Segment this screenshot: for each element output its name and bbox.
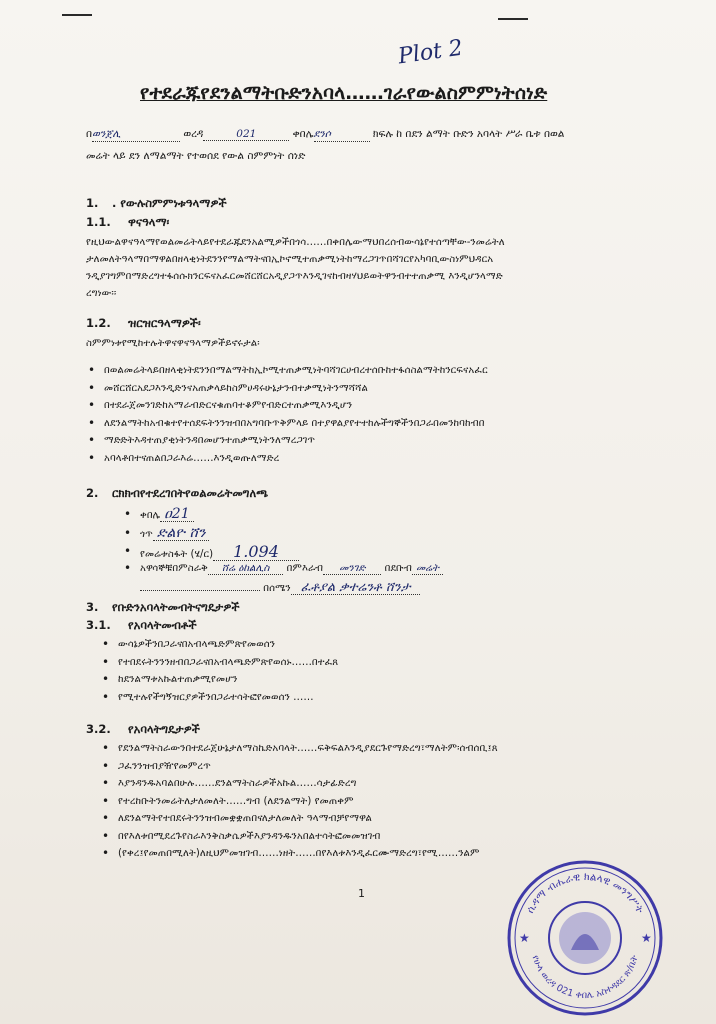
paragraph-line: ንዲያገግምበማድረግተፋሰሱክንርፍናአፈርመሸርሸርአዲያጋጥእንዲገናከብዛሃህይወትዋንብተተጠቃሚ እንዲሆንላማድ: [86, 271, 503, 282]
paragraph-line: የዚህውልዋናዓላማየወልመሬትላይየተደራጁደንአልሚዎችበጎሳ……በቀበሌውማህበረሰብውሳኔየተሰጣቸው-ንመሬትለ: [86, 237, 505, 248]
section-3-2-heading: 3.2. የአባላትግዴታዎች: [86, 722, 200, 736]
paragraph-line: ታለመለትዓላማበማዋልበዘላቂነትደንንየማልማትናበኢኮኖሚተጠቃሚነትከማረጋገጥበሻገርየአካባቢውስነምህዳርአ: [86, 254, 494, 265]
field-value: ድልዮ ሸን: [156, 524, 206, 541]
field-value: ዐ21: [164, 506, 190, 522]
list-item: • በወልመሬትላይበዘላቂነትደንንበማልማትከኢኮሚተጠቃሚነትባሻገርሀብረተሰቡከተፋሰስልማትከንርፍናአፈር: [86, 362, 488, 380]
field-north-boundary: በሰሜን ፈቶያል ቃተሬንቶ ሸንታ: [140, 580, 420, 595]
kebele-label: ቀበሌ: [292, 128, 314, 140]
list-item: • የሚተሉየችግኝዝርያዎችንበጋራተሳትፎየመወሰን ……: [100, 689, 338, 707]
stamp-top-text: ሲዳማ ብሔራዊ ክልላዊ መንግሥት: [524, 870, 646, 916]
list-item: • ከደንልማቱአኩልተጠቃሚየመሆን: [100, 671, 338, 689]
woreda-value: 021: [236, 128, 257, 140]
west-boundary-value: መንገድ: [339, 563, 366, 574]
north-boundary-value: ፈቶያል ቃተሬንቶ ሸንታ: [300, 580, 411, 595]
list-item: • ውሳኔዎችንበጋራናበአብላጫድምጽየመወሰን: [100, 636, 338, 654]
list-item: • ለደንልማትየተበደሩትንንዝብመቋቋጠበናለታለመለት ዓላማብቻየማዋል: [100, 810, 498, 828]
sub-city-value: ወንጀሊ: [92, 128, 121, 140]
section-3-1-heading: 3.1. የአባላትመብቶች: [86, 618, 197, 632]
stamp-star-icon: ★: [641, 931, 652, 945]
list-item-continuation: • መሸርሸርአደጋእንዲድንናአጠቃላይከስምሀዳሩሁኔታንብተቃሚነትንማሻሻል: [86, 380, 488, 398]
intro-line-1-rest: ክፍሉ ከ በደን ልማት ቡድን አባላት ሥራ ቤቱ በወል: [372, 128, 565, 140]
list-item-continuation: • ጋፈንንዝብያዥየመምረጥ: [100, 758, 498, 776]
section-3-1-list: [100, 636, 338, 706]
intro-line-2: መሬት ላይ ደን ለማልማት የተወሰደ የውል ስምምነት ሰነድ: [86, 150, 306, 162]
section-1-1-paragraph: [86, 234, 505, 302]
list-item: • አባላቶበተናጠልበጋራእሬ……እንዲወጡለማድረ: [86, 450, 488, 468]
section-1-2-list: [86, 362, 488, 467]
paragraph-line: ረግነው፡፡: [86, 288, 117, 299]
stamp-bottom-text: የሁላ ወረዳ 021 ቀበሌ አስተዳደር ጽ/ቤት: [529, 953, 641, 1002]
section-2-fields: [122, 506, 299, 564]
official-stamp: [505, 858, 665, 1018]
list-item: • የደንልማትስራውንበተደራጀሁኔታለማስኬድአባላት……ፍቅፍልእንዲያደርጉየማድረግ፣ማለትም፡ሰብሰቢ፤ጸ: [100, 740, 498, 758]
field-boundaries: • አዋሳኞቹበምስራቅ ሸሬ ዕከልሊስ በምእራብ መንገድ በደቡብ መሬት: [122, 560, 443, 578]
list-item-continuation: • (የቀረ፤የመጠበሚለት)ለዚህምመዝገብ……ነዘት……በየእለቱእንዲፈርሙማድረግ፣የሚ……ንልም: [100, 845, 498, 863]
stamp-star-icon: ★: [519, 931, 530, 945]
section-3-2-list: [100, 740, 498, 863]
list-item: • በተደራጀመንገድከአማራብድርናቁጠባተቆምየብድርተጠቃሚእንዲሆን: [86, 397, 488, 415]
south-boundary-value: መሬት: [415, 563, 439, 574]
section-1-heading: 1. . የውሉስምምነቱዓላማዎች: [86, 196, 227, 210]
field-kebele: • ቀበሌ ዐ21: [122, 506, 299, 525]
field-got: • ጎጥ ድልዮ ሸን: [122, 525, 299, 544]
handwritten-plot-note: Plot 2: [396, 35, 465, 70]
kebele-value: ደንሶ: [313, 128, 331, 140]
list-item: • የተበደሩትንንንዘብበጋራናበአብላጫድምጽየወሰኑ……በተፈጸ: [100, 654, 338, 672]
section-1-2-intro: ስምምነቱየሚከተሉትዋናዋናዓላማዎችይኖሩታል፡: [86, 338, 260, 349]
section-3-heading: 3. የቡድንአባላትመብትናግዴታዎች: [86, 600, 240, 614]
intro-prefix: በ: [86, 128, 93, 140]
document-title: የተደራጁየደንልማትቡድንአባላ……ገራየውልስምምነትሰነድ: [140, 82, 548, 104]
list-item-continuation: • ማድድትእዳተጠያቂነትንዳበመሆንተጠቃሚነትንለማረጋገጥ: [86, 432, 488, 450]
list-item: • በየእለቱበሚደረጉየስራእንቅስቃሴዎችእያንዳንዱንአበልተሳትፎመመዝገብ: [100, 828, 498, 846]
section-1-2-heading: 1.2. ዝርዝርዓላማዎች፡: [86, 316, 201, 330]
field-area: • የመሬቱስፋት (ሄ/ር) 1.094: [122, 543, 299, 564]
scan-edge-mark: [62, 14, 92, 16]
section-2-heading: 2. ርክክብየተደረገበትየወልመሬትመግለጫ: [86, 486, 269, 500]
scan-edge-mark: [498, 18, 528, 20]
list-item: • ለደንልማትከአብቁተየተሰደፍትንንዝብበአግባቡጥቅምላይ በተያዋልያየተተከሉችግኞችንበጋራበመንከባከብበ: [86, 415, 488, 433]
woreda-label: ወረዳ: [183, 128, 204, 140]
intro-line-1: [86, 128, 564, 142]
section-1-1-heading: 1.1. ዋናዓላማ፡: [86, 215, 170, 229]
section-2-boundaries: [122, 560, 443, 578]
list-item: • የተረከቡትንመሬትለታለመለት……ግብ (ለደንልማት) የመጠቀም: [100, 793, 498, 811]
list-item: • እያንዳንዱአባልበሁሉ……ደንልማትስራዎችአኩል……ሳታፊድረግ: [100, 775, 498, 793]
field-value: 1.094: [233, 542, 279, 561]
east-boundary-value: ሸሬ ዕከልሊስ: [221, 563, 270, 574]
page-number: 1: [358, 887, 365, 900]
